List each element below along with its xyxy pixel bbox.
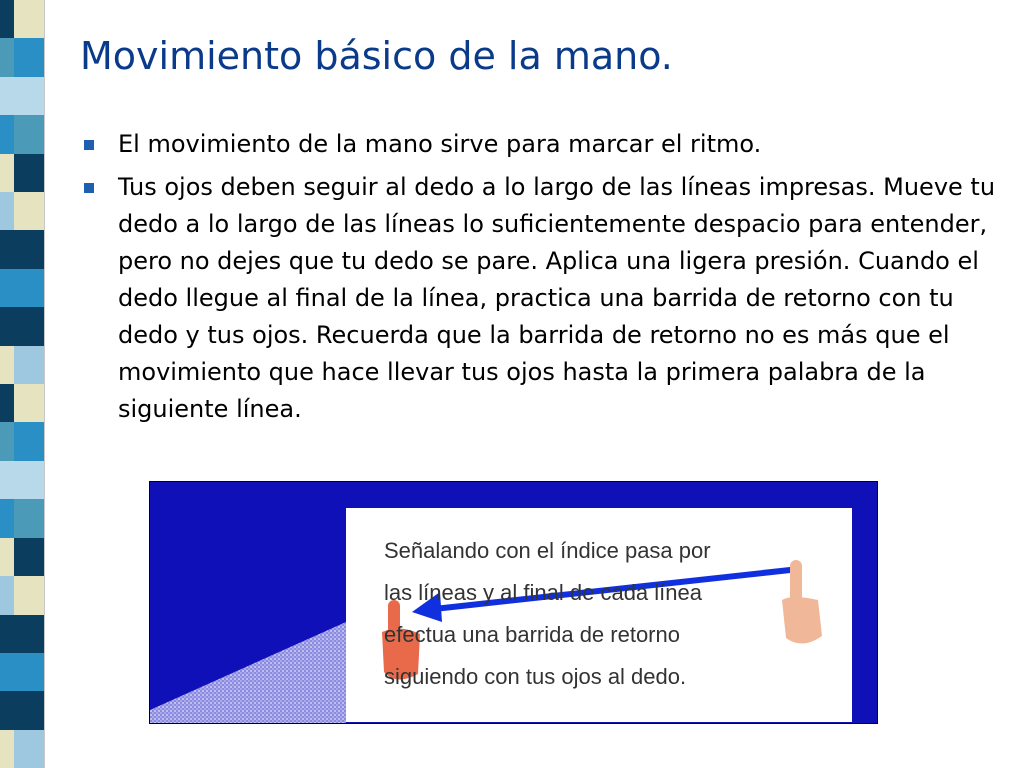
hand-movement-illustration [149,481,878,724]
strip-block [0,192,44,230]
example-line: siguiendo con tus ojos al dedo. [384,664,687,689]
example-line: las líneas y al final de cada línea [384,580,702,605]
bullet-text: El movimiento de la mano sirve para marcar el ritmo. [118,130,762,158]
strip-block [0,730,44,768]
strip-block [0,461,44,499]
example-line: Señalando con el índice pasa por [384,538,711,563]
strip-block [0,538,44,576]
bullet-text: Tus ojos deben seguir al dedo a lo largo de las líneas impresas. Mueve tu dedo a lo largo de las líneas lo suficientemente despacio para entender, pero no dejes que tu dedo se pare. Aplica una ligera presión. Cuando el dedo llegue al final de la línea, practica una barrida de retorno con tu dedo y tus ojos. Recuerda que la barrida de retorno no es más que el movimiento que hace llevar tus ojos hasta la primera palabra de la siguiente línea. [118,173,996,423]
strip-block [0,154,44,192]
light-wedge [150,622,346,724]
strip-block [0,422,44,460]
bullet-item [80,126,1010,163]
strip-block [0,115,44,153]
example-line: efectua una barrida de retorno [384,622,680,647]
strip-block [0,269,44,307]
strip-block [0,615,44,653]
strip-block [0,307,44,345]
decorative-side-strip [0,0,45,768]
strip-block [0,499,44,537]
bullet-list [80,126,1010,434]
strip-block [0,691,44,729]
strip-block [0,346,44,384]
slide-title: Movimiento básico de la mano. [80,34,673,78]
example-text-panel [346,508,852,722]
strip-block [0,384,44,422]
strip-block [0,230,44,268]
strip-block [0,77,44,115]
strip-block [0,38,44,76]
strip-block [0,653,44,691]
square-bullet-icon [84,140,94,150]
strip-block [0,0,44,38]
square-bullet-icon [84,183,94,193]
bullet-item [80,169,1010,428]
strip-block [0,576,44,614]
